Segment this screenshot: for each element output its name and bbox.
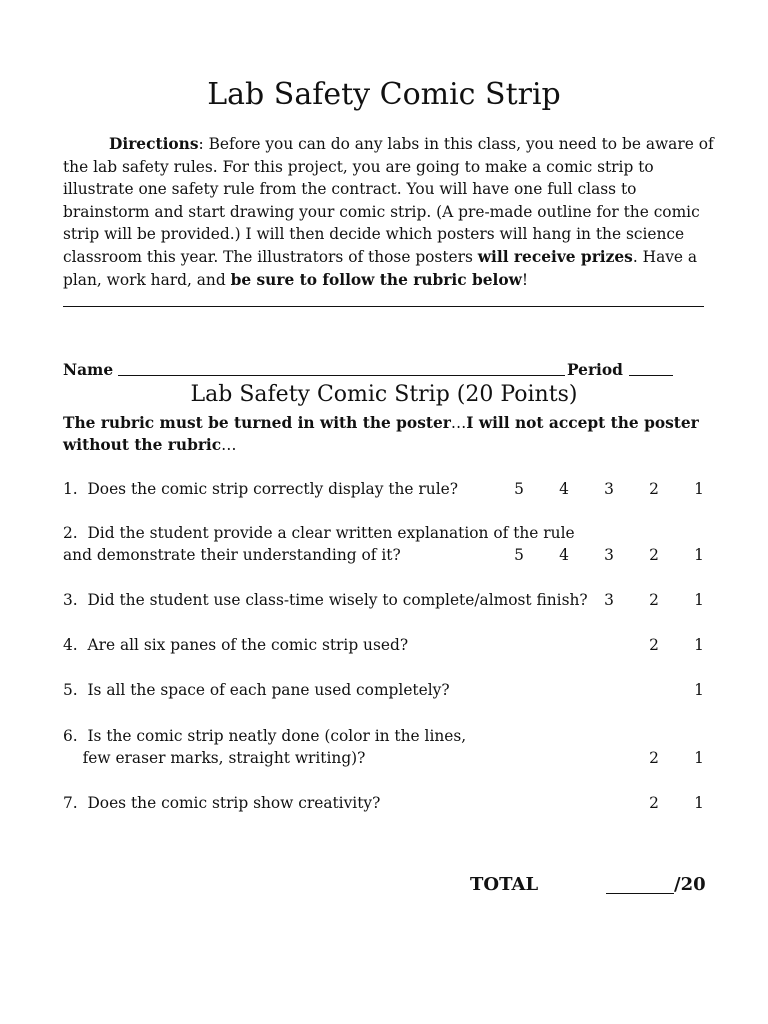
score-option-3[interactable]: 3 bbox=[604, 546, 614, 565]
question-text: 6. Is the comic strip neatly done (color in the lines, bbox=[63, 727, 467, 745]
score-option-2[interactable]: 2 bbox=[649, 794, 659, 812]
question-text: 4. Are all six panes of the comic strip used? bbox=[63, 636, 409, 654]
rubric-question-5 bbox=[63, 679, 708, 701]
question-text: 3. Did the student use class-time wisely to complete/almost finish? bbox=[63, 591, 588, 609]
directions-line-3: illustrate one safety rule from the contract. You will have one full class to bbox=[63, 180, 637, 199]
name-period-row bbox=[63, 359, 704, 381]
rubric-question-1 bbox=[63, 478, 708, 500]
total-label: TOTAL bbox=[470, 874, 539, 895]
rubric-note: The rubric must be turned in with the poster…I will not accept the poster without the rubric… bbox=[63, 414, 699, 454]
score-option-3[interactable]: 3 bbox=[604, 480, 614, 498]
section-divider bbox=[63, 306, 704, 307]
directions-line-5: strip will be provided.) I will then decide which posters will hang in the science bbox=[63, 225, 685, 244]
period-label: Period bbox=[567, 361, 623, 379]
directions-line-6: classroom this year. The illustrators of those posters bbox=[63, 247, 478, 266]
score-option-4[interactable]: 4 bbox=[559, 546, 569, 565]
score-option-1[interactable]: 1 bbox=[694, 591, 704, 609]
score-option-4[interactable]: 4 bbox=[559, 480, 569, 498]
total-value: /20 bbox=[674, 874, 706, 895]
question-text: 7. Does the comic strip show creativity? bbox=[63, 794, 381, 812]
score-option-1[interactable]: 1 bbox=[694, 749, 704, 768]
rubric-question-4 bbox=[63, 634, 708, 656]
prizes-emphasis: will receive prizes bbox=[477, 247, 633, 266]
question-text: few eraser marks, straight writing)? bbox=[63, 749, 366, 768]
score-option-2[interactable]: 2 bbox=[649, 480, 659, 498]
rubric-question-7 bbox=[63, 792, 708, 814]
rubric-question-6 bbox=[63, 725, 708, 770]
directions-line-4: brainstorm and start drawing your comic strip. (A pre-made outline for the comic bbox=[63, 202, 700, 221]
score-option-1[interactable]: 1 bbox=[694, 546, 704, 565]
question-text: and demonstrate their understanding of it? bbox=[63, 546, 401, 565]
follow-rubric-emphasis: be sure to follow the rubric below bbox=[230, 270, 522, 289]
rubric-question-3 bbox=[63, 589, 708, 611]
score-option-2[interactable]: 2 bbox=[649, 749, 659, 768]
question-text: 2. Did the student provide a clear written explanation of the rule bbox=[63, 524, 575, 542]
score-option-1[interactable]: 1 bbox=[694, 794, 704, 812]
question-text: 1. Does the comic strip correctly display the rule? bbox=[63, 480, 458, 498]
total-blank[interactable] bbox=[606, 893, 674, 894]
directions-paragraph: Directions: Before you can do any labs in this class, you need to be aware of the lab safety rules. For this project, you are going to make a comic strip to illustrate one safety rule from the contract. You will have one full class to brainstorm and start drawing your comic strip. (A pre-made outline for the comic strip will be provided.) I will then decide which posters will hang in the science classroom this year. The illustrators of those posters will receive prizes. Have a plan, work hard, and be sure to follow the rubric below! bbox=[63, 135, 714, 289]
score-option-1[interactable]: 1 bbox=[694, 480, 704, 498]
name-label: Name bbox=[63, 361, 114, 379]
directions-line-1: : Before you can do any labs in this class, you need to be aware of bbox=[198, 135, 714, 153]
question-text: 5. Is all the space of each pane used completely? bbox=[63, 681, 450, 699]
name-blank[interactable] bbox=[118, 375, 565, 376]
directions-line-7: plan, work hard, and bbox=[63, 270, 231, 289]
rubric-title: Lab Safety Comic Strip (20 Points) bbox=[190, 382, 578, 407]
score-option-1[interactable]: 1 bbox=[694, 636, 704, 654]
score-option-5[interactable]: 5 bbox=[514, 546, 524, 565]
period-blank[interactable] bbox=[629, 375, 673, 376]
score-option-2[interactable]: 2 bbox=[649, 591, 659, 609]
score-option-2[interactable]: 2 bbox=[649, 636, 659, 654]
page-title: Lab Safety Comic Strip bbox=[207, 77, 561, 112]
score-option-1[interactable]: 1 bbox=[694, 681, 704, 699]
score-option-3[interactable]: 3 bbox=[604, 591, 614, 609]
directions-line-2: the lab safety rules. For this project, you are going to make a comic strip to bbox=[63, 157, 654, 176]
score-option-2[interactable]: 2 bbox=[649, 546, 659, 565]
score-option-5[interactable]: 5 bbox=[514, 480, 524, 498]
directions-label: Directions bbox=[109, 135, 199, 153]
rubric-question-2 bbox=[63, 522, 708, 567]
